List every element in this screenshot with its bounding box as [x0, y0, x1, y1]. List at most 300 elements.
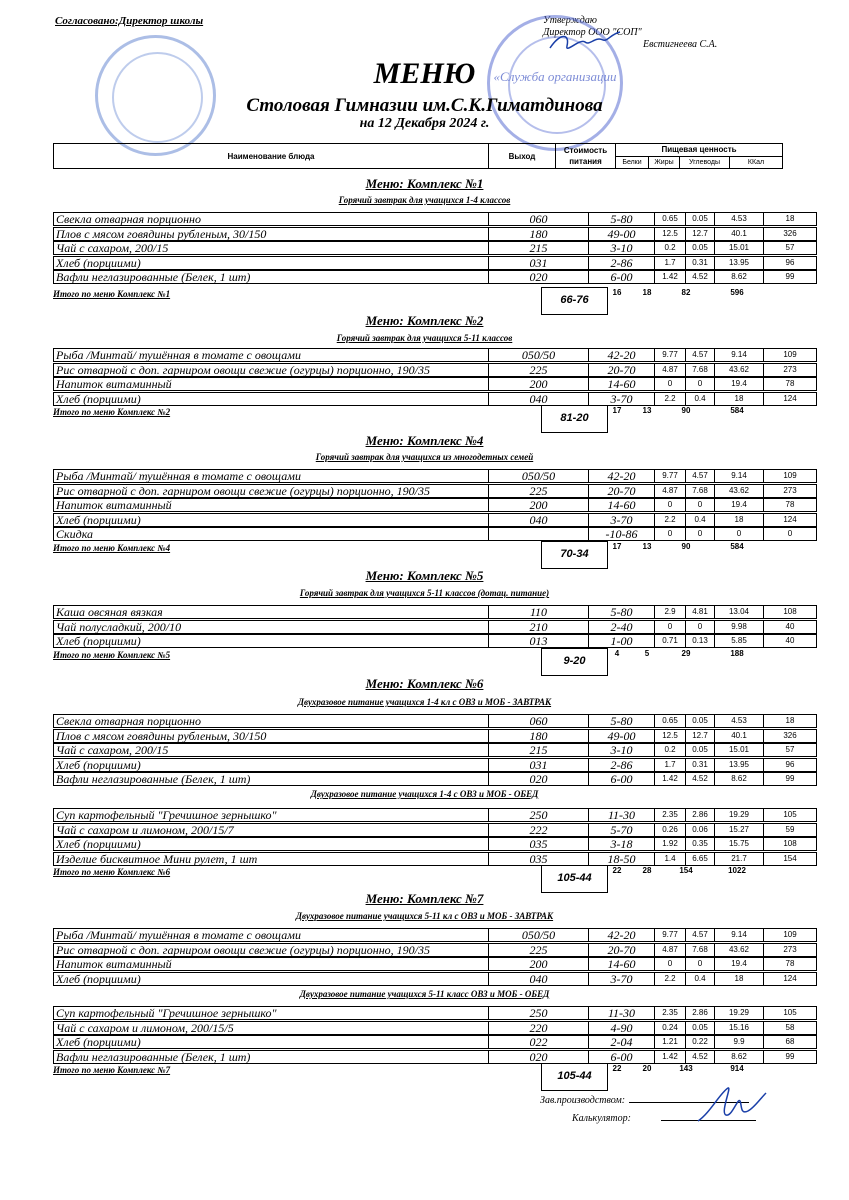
dish-kcal: 109	[763, 348, 817, 362]
dish-name: Чай с сахаром и лимоном, 200/15/7	[53, 823, 489, 837]
dish-cost: 20-70	[588, 363, 655, 377]
dish-proteins: 4.87	[654, 363, 686, 377]
dish-output: 035	[488, 852, 589, 866]
total-fats: 28	[642, 866, 652, 875]
dish-output: 031	[488, 256, 589, 270]
table-row	[53, 512, 797, 527]
dish-cost: 14-60	[588, 498, 655, 512]
dish-name: Рис отварной с доп. гарниром овощи свежие (огурцы) порционно, 190/35	[53, 484, 489, 498]
dish-carbs: 18	[714, 972, 764, 986]
dish-fats: 0.31	[685, 758, 715, 772]
total-proteins: 4	[614, 649, 620, 658]
col-cost: Стоимость питания	[556, 144, 616, 169]
dish-fats: 4.52	[685, 772, 715, 786]
dish-fats: 4.57	[685, 348, 715, 362]
total-cost: 66-76	[541, 287, 608, 315]
table-row	[53, 837, 797, 852]
total-carbs: 154	[679, 866, 693, 875]
approval-right-line1: Утверждаю	[543, 15, 597, 26]
dish-kcal: 96	[763, 758, 817, 772]
group-title: Горячий завтрак для учащихся из многодетных семей	[315, 452, 534, 462]
dish-output: 110	[488, 605, 589, 619]
dish-proteins: 2.2	[654, 392, 686, 406]
dish-proteins: 1.7	[654, 256, 686, 270]
dish-name: Каша овсяная вязкая	[53, 605, 489, 619]
table-row	[53, 822, 795, 837]
col-proteins: Белки	[616, 156, 649, 169]
dish-output: 040	[488, 392, 589, 406]
dish-carbs: 15.01	[714, 743, 764, 757]
dish-kcal: 99	[763, 772, 817, 786]
dish-cost: 14-60	[588, 957, 655, 971]
dish-cost: 20-70	[588, 484, 655, 498]
dish-cost: 6-00	[588, 1050, 655, 1064]
dish-kcal: 326	[763, 729, 817, 743]
total-label: Итого по меню Комплекс №7	[53, 1065, 171, 1075]
approval-right-line2: Директор ООО "СОП"	[543, 27, 642, 38]
table-header	[53, 143, 783, 169]
total-cost: 105-44	[541, 1063, 608, 1091]
dish-proteins: 12.5	[654, 227, 686, 241]
dish-output: 180	[488, 729, 589, 743]
dish-proteins: 0	[654, 527, 686, 541]
dish-carbs: 0	[714, 527, 764, 541]
dish-cost: 5-80	[588, 605, 655, 619]
table-row	[53, 1006, 797, 1020]
total-fats: 13	[642, 406, 652, 415]
dish-carbs: 18	[714, 513, 764, 527]
section-title: Меню: Комплекс №7	[365, 891, 484, 906]
dish-kcal: 108	[763, 605, 817, 619]
table-row	[53, 808, 797, 822]
group-title: Двухразовое питание учащихся 5-11 класс ОВЗ и МОБ - ОБЕД	[299, 989, 550, 999]
dish-output: 200	[488, 498, 589, 512]
total-label: Итого по меню Комплекс №4	[53, 543, 171, 553]
dish-fats: 6.65	[685, 852, 715, 866]
table-row	[53, 362, 797, 377]
table-row	[53, 1049, 795, 1064]
dish-carbs: 8.62	[714, 772, 764, 786]
col-nutrition: Пищевая ценность	[616, 144, 783, 157]
table-row	[53, 377, 795, 392]
dish-kcal: 40	[763, 634, 817, 648]
dish-kcal: 273	[763, 943, 817, 957]
dish-cost: 42-20	[588, 348, 655, 362]
dish-name: Хлеб (порциими)	[53, 634, 489, 648]
dish-carbs: 9.14	[714, 469, 764, 483]
approval-right-name: Евстигнеева С.А.	[643, 39, 718, 50]
dish-proteins: 1.42	[654, 772, 686, 786]
dish-kcal: 105	[763, 808, 817, 822]
total-proteins: 17	[612, 542, 622, 551]
dish-kcal: 59	[763, 823, 817, 837]
dish-cost: 1-00	[588, 634, 655, 648]
dish-fats: 0.35	[685, 837, 715, 851]
dish-carbs: 18	[714, 392, 764, 406]
dish-cost: 49-00	[588, 729, 655, 743]
dish-kcal: 124	[763, 392, 817, 406]
dish-fats: 7.68	[685, 943, 715, 957]
table-row	[53, 469, 797, 483]
dish-kcal: 154	[763, 852, 817, 866]
dish-name: Плов с мясом говядины рубленым, 30/150	[53, 227, 489, 241]
total-fats: 13	[642, 542, 652, 551]
dish-fats: 0.05	[685, 1021, 715, 1035]
dish-kcal: 273	[763, 363, 817, 377]
dish-name: Напиток витаминный	[53, 377, 489, 391]
dish-name: Вафли неглазированные (Белек, 1 шт)	[53, 1050, 489, 1064]
table-row	[53, 527, 793, 542]
dish-kcal: 109	[763, 928, 817, 942]
total-row	[53, 866, 764, 894]
calculator-signature	[690, 1083, 770, 1128]
dish-name: Хлеб (порциими)	[53, 837, 489, 851]
dish-proteins: 0.71	[654, 634, 686, 648]
dish-fats: 0	[685, 957, 715, 971]
dish-carbs: 19.4	[714, 377, 764, 391]
dish-output: 250	[488, 808, 589, 822]
dish-output: 050/50	[488, 348, 589, 362]
table-row	[53, 1020, 795, 1035]
dish-output: 040	[488, 972, 589, 986]
dish-kcal: 108	[763, 837, 817, 851]
dish-output: 225	[488, 363, 589, 377]
table-row	[53, 391, 797, 406]
total-proteins: 17	[612, 406, 622, 415]
table-row	[53, 241, 795, 256]
dish-proteins: 1.42	[654, 1050, 686, 1064]
dish-proteins: 9.77	[654, 469, 686, 483]
dish-carbs: 9.14	[714, 928, 764, 942]
dish-kcal: 58	[763, 1021, 817, 1035]
dish-proteins: 4.87	[654, 484, 686, 498]
dish-cost: 2-86	[588, 256, 655, 270]
dish-fats: 0.31	[685, 256, 715, 270]
dish-name: Скидка	[53, 527, 489, 541]
table-row	[53, 928, 797, 942]
dish-proteins: 4.87	[654, 943, 686, 957]
dish-cost: 3-10	[588, 743, 655, 757]
dish-kcal: 68	[763, 1035, 817, 1049]
total-fats: 18	[642, 288, 652, 297]
dish-proteins: 9.77	[654, 348, 686, 362]
total-row	[53, 542, 764, 570]
dish-fats: 0	[685, 620, 715, 634]
dish-carbs: 19.29	[714, 1006, 764, 1020]
dish-proteins: 2.35	[654, 808, 686, 822]
dish-carbs: 21.7	[714, 852, 764, 866]
director-signature	[545, 28, 625, 58]
dish-name: Плов с мясом говядины рубленым, 30/150	[53, 729, 489, 743]
total-proteins: 22	[612, 1064, 622, 1073]
dish-name: Рис отварной с доп. гарниром овощи свежие (огурцы) порционно, 190/35	[53, 943, 489, 957]
dish-cost: 5-80	[588, 714, 655, 728]
dish-proteins: 0.24	[654, 1021, 686, 1035]
dish-output: 060	[488, 714, 589, 728]
dish-kcal: 57	[763, 743, 817, 757]
dish-name: Вафли неглазированные (Белек, 1 шт)	[53, 772, 489, 786]
dish-name: Хлеб (порциими)	[53, 972, 489, 986]
dish-name: Чай полусладкий, 200/10	[53, 620, 489, 634]
dish-carbs: 19.4	[714, 957, 764, 971]
dish-proteins: 9.77	[654, 928, 686, 942]
dish-fats: 12.7	[685, 729, 715, 743]
dish-fats: 0.06	[685, 823, 715, 837]
table-row	[53, 348, 797, 362]
dish-output: 031	[488, 758, 589, 772]
total-label: Итого по меню Комплекс №5	[53, 650, 171, 660]
dish-name: Рыба /Минтай/ тушённая в томате с овощами	[53, 348, 489, 362]
table-row	[53, 728, 797, 743]
total-carbs: 90	[681, 406, 691, 415]
dish-carbs: 13.95	[714, 256, 764, 270]
dish-output: 225	[488, 943, 589, 957]
dish-kcal: 109	[763, 469, 817, 483]
dish-fats: 0.05	[685, 212, 715, 226]
dish-proteins: 12.5	[654, 729, 686, 743]
dish-fats: 0.22	[685, 1035, 715, 1049]
total-row	[53, 288, 764, 316]
table-row	[53, 942, 797, 957]
table-row	[53, 772, 795, 787]
dish-kcal: 105	[763, 1006, 817, 1020]
table-row	[53, 498, 795, 513]
dish-carbs: 13.04	[714, 605, 764, 619]
dish-name: Хлеб (порциими)	[53, 513, 489, 527]
dish-kcal: 326	[763, 227, 817, 241]
table-row	[53, 270, 795, 285]
total-kcal: 188	[730, 649, 744, 658]
dish-proteins: 0	[654, 498, 686, 512]
dish-carbs: 15.27	[714, 823, 764, 837]
dish-kcal: 99	[763, 1050, 817, 1064]
dish-proteins: 1.7	[654, 758, 686, 772]
dish-fats: 0.4	[685, 392, 715, 406]
dish-cost: 4-90	[588, 1021, 655, 1035]
dish-proteins: 0.65	[654, 714, 686, 728]
table-row	[53, 605, 797, 619]
dish-cost: 3-10	[588, 241, 655, 255]
dish-proteins: 0.2	[654, 241, 686, 255]
total-carbs: 143	[679, 1064, 693, 1073]
section-title: Меню: Комплекс №4	[365, 433, 484, 448]
dish-output: 215	[488, 241, 589, 255]
dish-carbs: 4.53	[714, 212, 764, 226]
table-row	[53, 634, 795, 649]
group-title: Горячий завтрак для учащихся 5-11 классов (дотац. питание)	[299, 588, 550, 598]
dish-output: 200	[488, 957, 589, 971]
dish-proteins: 1.21	[654, 1035, 686, 1049]
table-row	[53, 226, 797, 241]
total-cost: 81-20	[541, 405, 608, 433]
dish-output: 225	[488, 484, 589, 498]
dish-fats: 0	[685, 527, 715, 541]
total-kcal: 584	[730, 542, 744, 551]
dish-output: 040	[488, 513, 589, 527]
dish-kcal: 96	[763, 256, 817, 270]
dish-carbs: 9.98	[714, 620, 764, 634]
table-row	[53, 1035, 795, 1050]
table-row	[53, 743, 795, 758]
dish-name: Напиток витаминный	[53, 498, 489, 512]
total-proteins: 16	[612, 288, 622, 297]
dish-cost: 2-04	[588, 1035, 655, 1049]
group-title: Горячий завтрак для учащихся 5-11 классов	[336, 333, 513, 343]
dish-proteins: 1.42	[654, 270, 686, 284]
dish-name: Хлеб (порциими)	[53, 1035, 489, 1049]
dish-output: 035	[488, 837, 589, 851]
dish-fats: 7.68	[685, 484, 715, 498]
dish-cost: 6-00	[588, 270, 655, 284]
total-kcal: 596	[730, 288, 744, 297]
dish-proteins: 2.2	[654, 513, 686, 527]
dish-proteins: 2.35	[654, 1006, 686, 1020]
dish-cost: -10-86	[588, 527, 655, 541]
dish-cost: 3-70	[588, 392, 655, 406]
col-fats: Жиры	[649, 156, 680, 169]
dish-proteins: 0.65	[654, 212, 686, 226]
total-kcal: 584	[730, 406, 744, 415]
dish-fats: 2.86	[685, 808, 715, 822]
col-kcal: ККал	[730, 156, 783, 169]
dish-fats: 0	[685, 377, 715, 391]
dish-output	[488, 527, 589, 541]
dish-carbs: 5.85	[714, 634, 764, 648]
group-title: Двухразовое питание учащихся 5-11 кл с ОВЗ и МОБ - ЗАВТРАК	[295, 911, 554, 921]
dish-name: Чай с сахаром и лимоном, 200/15/5	[53, 1021, 489, 1035]
table-row	[53, 971, 797, 986]
dish-fats: 12.7	[685, 227, 715, 241]
table-row	[53, 714, 795, 728]
section-title: Меню: Комплекс №2	[365, 313, 484, 328]
section-title: Меню: Комплекс №5	[365, 568, 484, 583]
dish-carbs: 15.16	[714, 1021, 764, 1035]
dish-output: 215	[488, 743, 589, 757]
dish-fats: 4.81	[685, 605, 715, 619]
dish-output: 200	[488, 377, 589, 391]
dish-cost: 20-70	[588, 943, 655, 957]
dish-proteins: 0	[654, 620, 686, 634]
total-row	[53, 406, 764, 434]
dish-carbs: 40.1	[714, 227, 764, 241]
dish-proteins: 0	[654, 377, 686, 391]
dish-fats: 0	[685, 498, 715, 512]
dish-kcal: 40	[763, 620, 817, 634]
dish-carbs: 9.14	[714, 348, 764, 362]
total-cost: 70-34	[541, 541, 608, 569]
table-row	[53, 255, 795, 270]
dish-output: 020	[488, 1050, 589, 1064]
dish-name: Хлеб (порциими)	[53, 758, 489, 772]
dish-fats: 4.52	[685, 270, 715, 284]
dish-proteins: 0.26	[654, 823, 686, 837]
total-kcal: 914	[730, 1064, 744, 1073]
total-fats: 5	[644, 649, 650, 658]
dish-output: 220	[488, 1021, 589, 1035]
dish-output: 210	[488, 620, 589, 634]
page-subtitle: Столовая Гимназии им.С.К.Гиматдинова	[246, 95, 603, 116]
dish-output: 180	[488, 227, 589, 241]
dish-kcal: 78	[763, 957, 817, 971]
approval-left: Согласовано:Директор школы	[55, 15, 204, 27]
dish-carbs: 19.4	[714, 498, 764, 512]
dish-name: Изделие бисквитное Мини рулет, 1 шт	[53, 852, 489, 866]
section-title: Меню: Комплекс №1	[365, 176, 484, 191]
dish-kcal: 124	[763, 513, 817, 527]
dish-output: 222	[488, 823, 589, 837]
dish-kcal: 0	[763, 527, 817, 541]
dish-cost: 42-20	[588, 469, 655, 483]
dish-proteins: 1.92	[654, 837, 686, 851]
dish-kcal: 18	[763, 714, 817, 728]
dish-name: Свекла отварная порционно	[53, 212, 489, 226]
total-carbs: 29	[681, 649, 691, 658]
total-carbs: 90	[681, 542, 691, 551]
dish-fats: 2.86	[685, 1006, 715, 1020]
total-label: Итого по меню Комплекс №6	[53, 867, 171, 877]
dish-cost: 49-00	[588, 227, 655, 241]
dish-cost: 3-70	[588, 972, 655, 986]
dish-carbs: 40.1	[714, 729, 764, 743]
group-title: Двухразовое питание учащихся 1-4 кл с ОВЗ и МОБ - ЗАВТРАК	[297, 697, 552, 707]
dish-name: Чай с сахаром, 200/15	[53, 241, 489, 255]
dish-fats: 0.05	[685, 743, 715, 757]
dish-fats: 4.57	[685, 469, 715, 483]
dish-carbs: 8.62	[714, 270, 764, 284]
total-kcal: 1022	[728, 866, 746, 875]
dish-fats: 4.52	[685, 1050, 715, 1064]
col-carbs: Углеводы	[680, 156, 730, 169]
dish-kcal: 57	[763, 241, 817, 255]
table-row	[53, 757, 795, 772]
total-cost: 105-44	[541, 865, 608, 893]
dish-kcal: 18	[763, 212, 817, 226]
dish-output: 060	[488, 212, 589, 226]
total-row	[53, 1064, 764, 1092]
table-row	[53, 619, 795, 634]
dish-proteins: 2.9	[654, 605, 686, 619]
total-label: Итого по меню Комплекс №2	[53, 407, 171, 417]
dish-name: Вафли неглазированные (Белек, 1 шт)	[53, 270, 489, 284]
table-row	[53, 957, 795, 972]
page-title: МЕНЮ	[373, 57, 476, 90]
dish-cost: 5-80	[588, 212, 655, 226]
dish-cost: 11-30	[588, 1006, 655, 1020]
dish-carbs: 43.62	[714, 943, 764, 957]
dish-output: 050/50	[488, 469, 589, 483]
dish-carbs: 15.75	[714, 837, 764, 851]
dish-cost: 3-70	[588, 513, 655, 527]
total-label: Итого по меню Комплекс №1	[53, 289, 171, 299]
dish-cost: 42-20	[588, 928, 655, 942]
dish-carbs: 4.53	[714, 714, 764, 728]
dish-name: Напиток витаминный	[53, 957, 489, 971]
group-title: Горячий завтрак для учащихся 1-4 классов	[338, 195, 511, 205]
col-name: Наименование блюда	[54, 144, 489, 169]
dish-fats: 0.05	[685, 241, 715, 255]
dish-carbs: 13.95	[714, 758, 764, 772]
dish-output: 250	[488, 1006, 589, 1020]
dish-kcal: 78	[763, 498, 817, 512]
dish-output: 020	[488, 772, 589, 786]
dish-cost: 2-86	[588, 758, 655, 772]
dish-cost: 18-50	[588, 852, 655, 866]
dish-cost: 5-70	[588, 823, 655, 837]
dish-fats: 4.57	[685, 928, 715, 942]
col-output: Выход	[489, 144, 556, 169]
dish-name: Рыба /Минтай/ тушённая в томате с овощами	[53, 469, 489, 483]
dish-name: Свекла отварная порционно	[53, 714, 489, 728]
